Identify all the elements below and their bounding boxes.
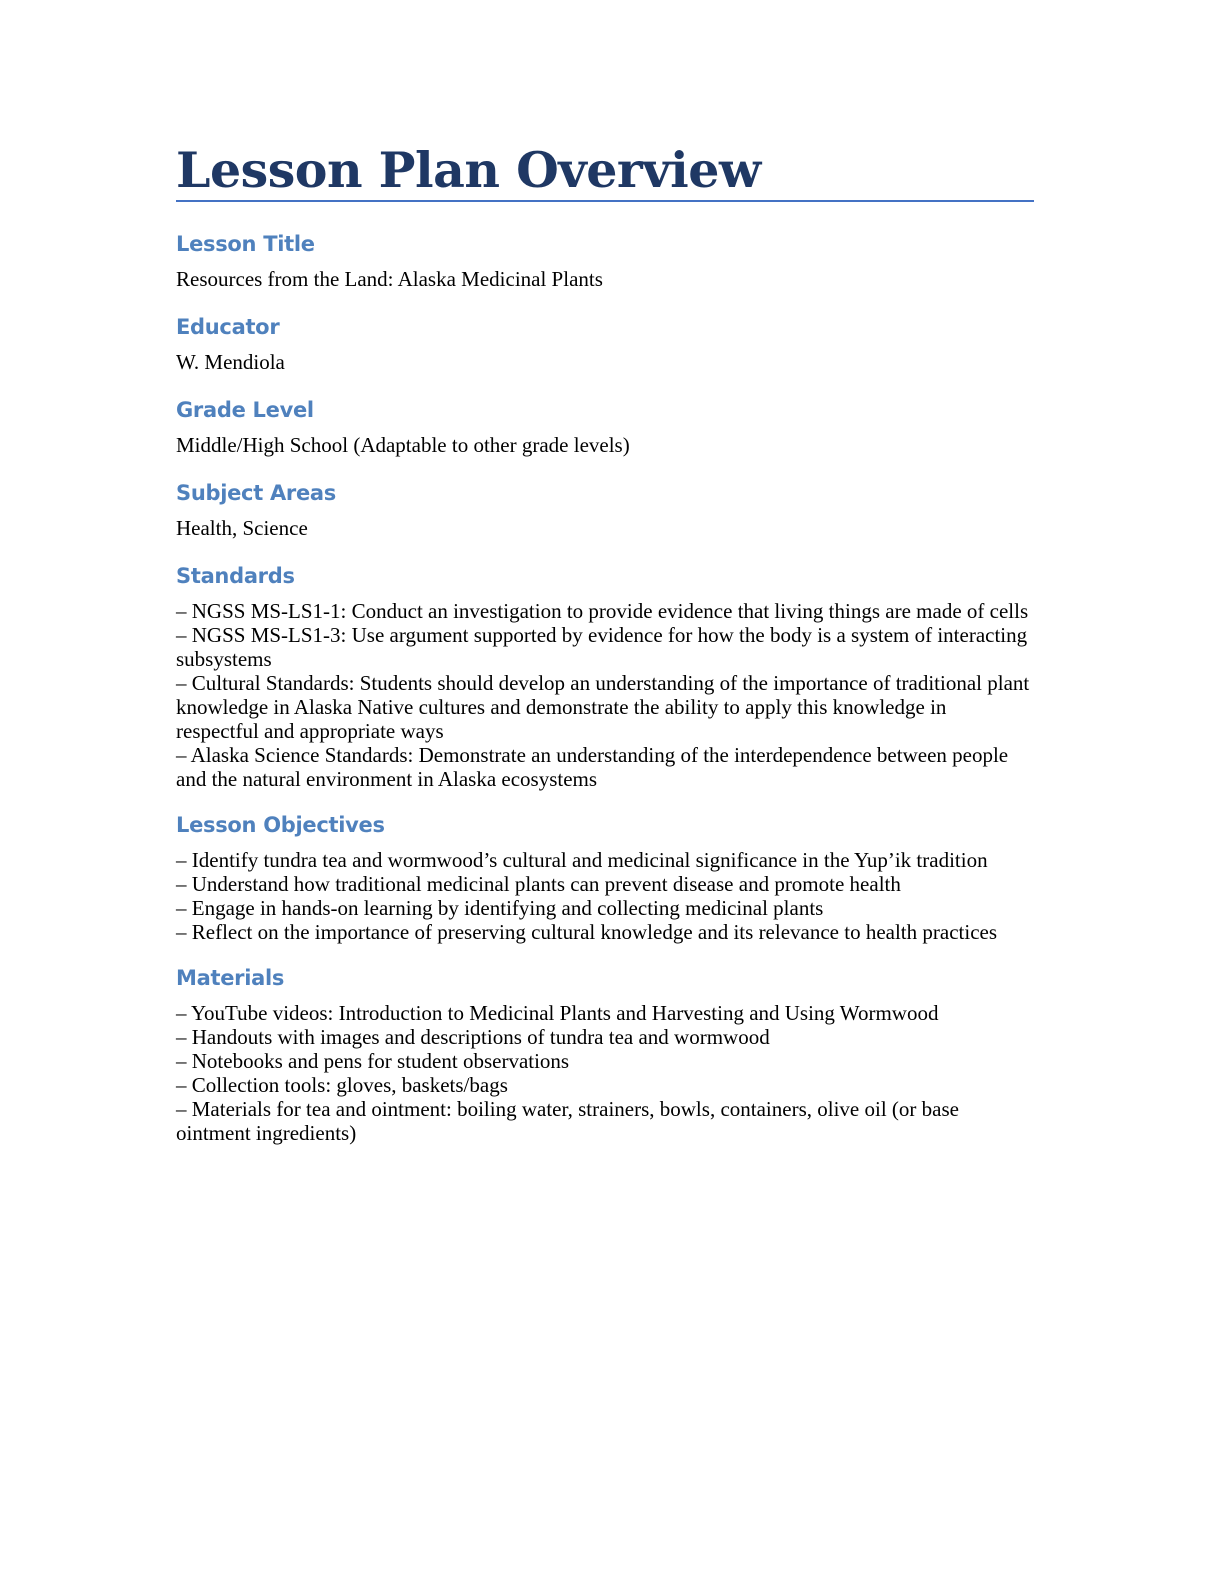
document-title: Lesson Plan Overview xyxy=(176,141,761,199)
objectives-item: – Engage in hands-on learning by identifying and collecting medicinal plants xyxy=(176,896,824,920)
standards-heading: Standards xyxy=(176,564,295,588)
lesson-title-value: Resources from the Land: Alaska Medicinal Plants xyxy=(176,267,603,291)
standards-item: – NGSS MS-LS1-1: Conduct an investigation to provide evidence that living things are made of cells xyxy=(176,599,1029,623)
standards-item: – Alaska Science Standards: Demonstrate an understanding of the interdependence between people and the natural environment in Alaska ecosystems xyxy=(176,743,1009,791)
objectives-item: – Understand how traditional medicinal plants can prevent disease and promote health xyxy=(176,872,901,896)
grade-level-section xyxy=(176,396,1034,457)
objectives-section xyxy=(176,811,1034,944)
lesson-title-section xyxy=(176,230,1034,291)
educator-value: W. Mendiola xyxy=(176,350,285,374)
materials-item: – Materials for tea and ointment: boiling water, strainers, bowls, containers, olive oil (or base ointment ingredients) xyxy=(176,1097,959,1145)
materials-section xyxy=(176,964,1034,1145)
materials-item: – Collection tools: gloves, baskets/bags xyxy=(176,1073,508,1097)
materials-list xyxy=(176,1001,1034,1145)
educator-heading: Educator xyxy=(176,315,280,339)
subject-areas-heading: Subject Areas xyxy=(176,481,336,505)
standards-item: – NGSS MS-LS1-3: Use argument supported by evidence for how the body is a system of interacting subsystems xyxy=(176,623,1028,671)
subject-areas-value: Health, Science xyxy=(176,516,308,540)
standards-list xyxy=(176,599,1034,791)
materials-item: – YouTube videos: Introduction to Medicinal Plants and Harvesting and Using Wormwood xyxy=(176,1001,939,1025)
educator-section xyxy=(176,313,1034,374)
materials-item: – Handouts with images and descriptions of tundra tea and wormwood xyxy=(176,1025,770,1049)
standards-section xyxy=(176,562,1034,791)
lesson-title-heading: Lesson Title xyxy=(176,232,315,256)
objectives-item: – Identify tundra tea and wormwood’s cultural and medicinal significance in the Yup’ik tradition xyxy=(176,848,988,872)
document-page xyxy=(176,138,1034,1145)
materials-heading: Materials xyxy=(176,966,285,990)
grade-level-heading: Grade Level xyxy=(176,398,314,422)
objectives-heading: Lesson Objectives xyxy=(176,813,385,837)
grade-level-value: Middle/High School (Adaptable to other grade levels) xyxy=(176,433,630,457)
objectives-list xyxy=(176,848,1034,944)
standards-item: – Cultural Standards: Students should develop an understanding of the importance of traditional plant knowledge in Alaska Native cultures and demonstrate the ability to apply this knowledge in respectful and appropriate ways xyxy=(176,671,1030,743)
materials-item: – Notebooks and pens for student observations xyxy=(176,1049,570,1073)
subject-areas-section xyxy=(176,479,1034,540)
objectives-item: – Reflect on the importance of preserving cultural knowledge and its relevance to health practices xyxy=(176,920,998,944)
